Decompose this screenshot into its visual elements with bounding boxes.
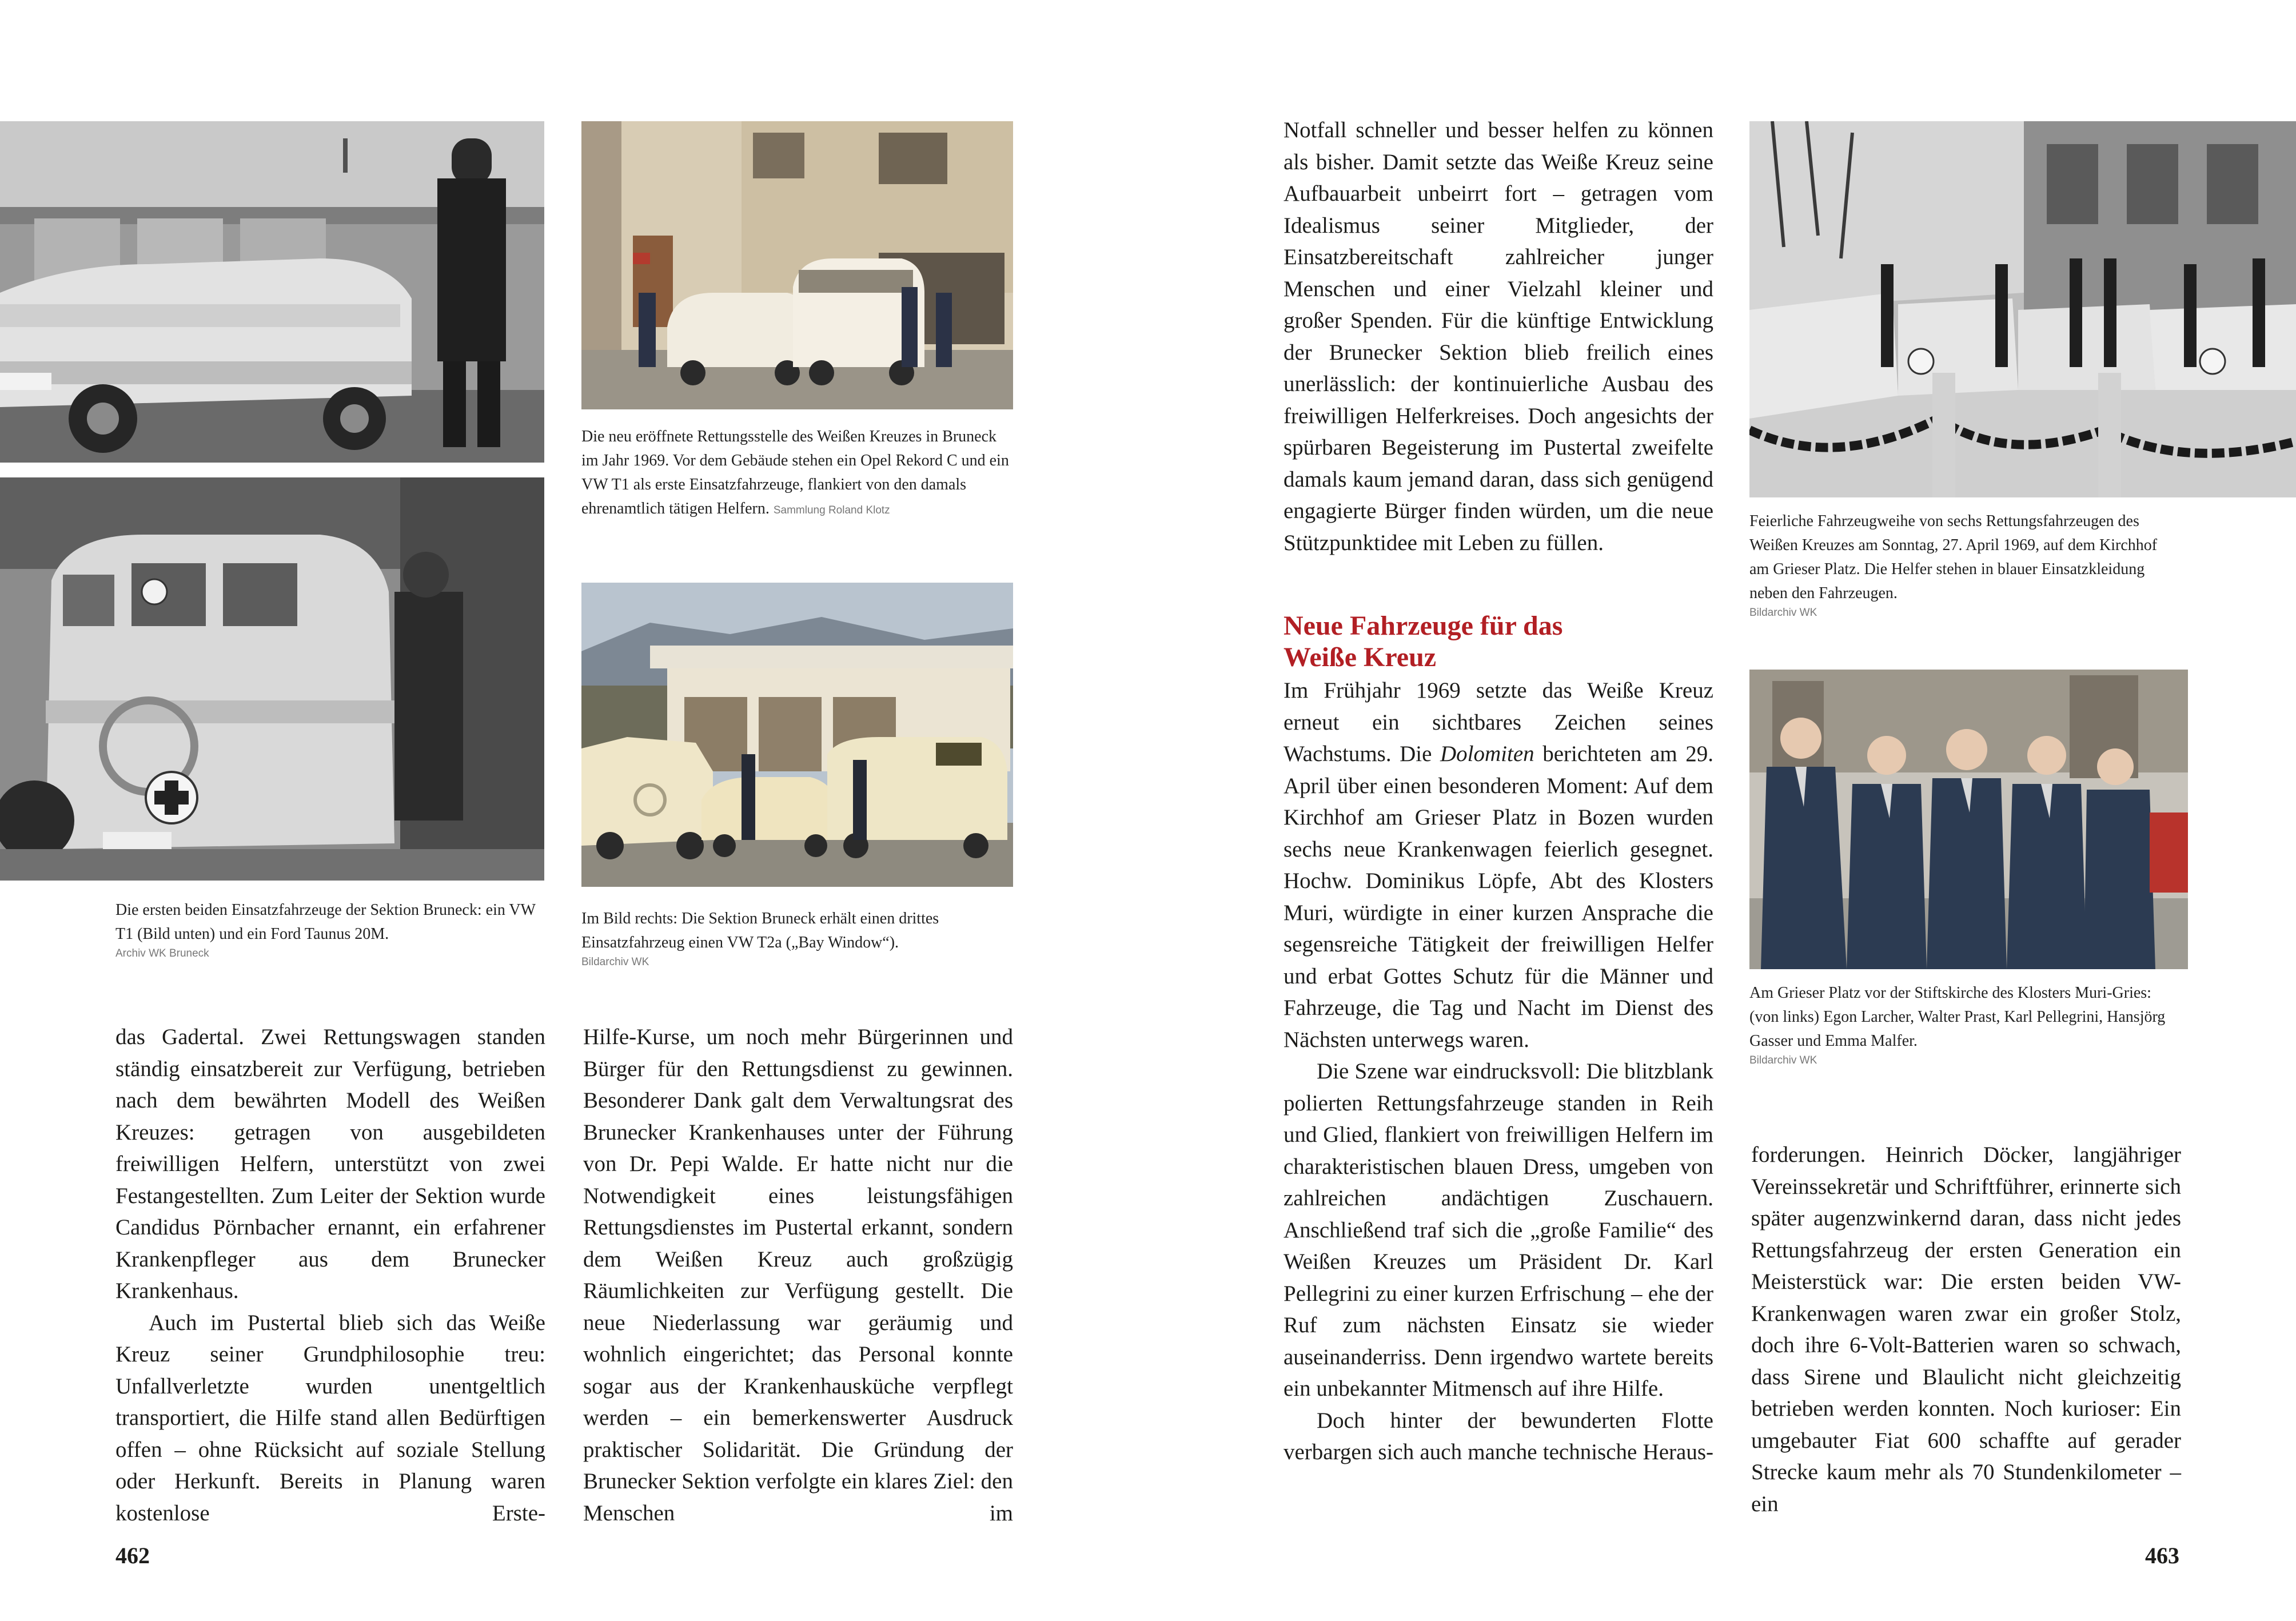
text-column-2 [583,1021,1013,1529]
caption-group-text: Am Grieser Platz vor der Stiftskirche des Klosters Muri-Gries: (von links) Egon Larcher, Walter Prast, Karl Pellegrini, Hansjörg Gasser und Emma Malfer. [1749,984,2166,1050]
caption-station [581,425,1013,521]
text-column-4 [1751,1139,2181,1520]
caption-first-vehicles [115,898,545,961]
page-number-right: 463 [2145,1543,2179,1568]
photo-rettungsstelle-image [581,121,1013,409]
caption-first-vehicles-text: Die ersten beiden Einsatzfahrzeuge der Sektion Bruneck: ein VW T1 (Bild unten) und ein Ford Taunus 20M. [115,901,536,943]
col4-paragraph-1: forderungen. Heinrich Döcker, langjähriger Vereinssekretär und Schriftführer, erinnerte sich später augenzwinkernd daran, dass nicht jedes Rettungsfahrzeug der ersten Generation ein Meisterstück war: Die ersten beiden VW-Krankenwagen waren zwar ein großer Stolz, doch ihre 6-Volt-Batterien waren so schwach, dass Sirene und Blaulicht nicht gleichzeitig betrieben werden konnten. Noch kurioser: Ein umgebauter Fiat 600 schaffte auf gerader Strecke kaum mehr als 70 Stundenkilometer – ein [1751,1142,2181,1516]
photo-rettungsstelle-bruneck [581,121,1013,409]
col3-paragraph-4: Doch hinter der bewunderten Flotte verbargen sich auch manche technische Heraus- [1283,1408,1713,1464]
photo-gruppe-image [1749,670,2188,969]
photo-vw-t1 [0,477,544,881]
caption-station-credit: Sammlung Roland Klotz [773,504,890,516]
photo-sektion-bruneck-t2a [581,583,1013,887]
caption-third-vehicle [581,907,1013,970]
caption-consecration-text: Feierliche Fahrzeugweihe von sechs Rettungsfahrzeugen des Weißen Kreuzes am Sonntag, 27. April 1969, auf dem Kirchhof am Grieser Platz. Die Helfer stehen in blauer Einsatzkleidung neben den Fahrzeugen. [1749,512,2158,602]
caption-consecration-credit: Bildarchiv WK [1749,607,1817,619]
photo-ford-taunus [0,121,544,463]
photo-fahrzeugweihe-image [1749,121,2296,497]
caption-station-text: Die neu eröffnete Rettungsstelle des Weißen Kreuzes in Bruneck im Jahr 1969. Vor dem Gebäude stehen ein Opel Rekord C und ein VW T1 als erste Einsatzfahrzeuge, flankiert von den damals ehrenamtlich tätigen Helfern. [581,428,1009,517]
caption-group [1749,981,2173,1068]
photo-fahrzeugweihe [1749,121,2296,497]
photo-vw-t1-image [0,477,544,881]
text-column-3-continued [1283,675,1713,1468]
text-column-1 [115,1021,545,1529]
photo-gruppe-muri-gries [1749,670,2188,969]
col3-paragraph-2-end: berichteten am 29. April über einen besonderen Moment: Auf dem Kirchhof am Grieser Platz in Bozen wurden sechs neue Krankenwagen feierlich gesegnet. Hochw. Dominikus Löpfe, Abt des Klosters Muri, würdigte in einer kurzen Ansprache die segensreiche Tätigkeit der freiwilligen Helfer und erbat Gottes Schutz für die Männer und Fahrzeuge, die Tag und Nacht im Dienst des Nächsten unterwegs waren. [1283,742,1713,1052]
section-heading-line-1: Neue Fahrzeuge für das [1283,611,1563,641]
text-column-3 [1283,114,1713,559]
caption-first-vehicles-credit: Archiv WK Bruneck [115,947,209,959]
col3-paragraph-2-start: Im Frühjahr 1969 setzte das Weiße Kreuz erneut ein sichtbares Zeichen seines Wachstums. Die [1283,678,1713,766]
photo-ford-taunus-image [0,121,544,463]
col3-paragraph-1: Notfall schneller und besser helfen zu können als bisher. Damit setzte das Weiße Kreuz seine Aufbauarbeit unbeirrt fort – getragen vom Idealismus seiner Mitglieder, der Einsatzbereitschaft zahlreicher junger Menschen und einer Vielzahl kleiner und großer Spenden. Für die künftige Entwicklung der Brunecker Sektion blieb freilich eines unerlässlich: der kontinuierliche Ausbau des freiwilligen Helferkreises. Doch angesichts der spürbaren Begeisterung im Pustertal zweifelte damals kaum jemand daran, dass sich genügend engagierte Bürger finden würden, um die neue Stützpunktidee mit Leben zu füllen. [1283,118,1713,555]
photo-t2a-image [581,583,1013,887]
col2-paragraph-1: Hilfe-Kurse, um noch mehr Bürgerinnen und Bürger für den Rettungsdienst zu gewinnen. Besonderer Dank galt dem Verwaltungsrat des Brunecker Krankenhauses unter der Führung von Dr. Pepi Walde. Er hatte nicht nur die Notwendigkeit eines leistungsfähigen Rettungsdienstes im Pustertal erkannt, sondern dem Weißen Kreuz auch großzügig Räumlichkeiten zur Verfügung gestellt. Die neue Niederlassung war geräumig und wohnlich eingerichtet; das Personal konnte sogar aus der Krankenhausküche verpflegt werden – ein bemerkenswerter Ausdruck praktischer Solidarität. Die Gründung der Brunecker Sektion verfolgte ein klares Ziel: den Menschen im [583,1025,1013,1526]
caption-group-credit: Bildarchiv WK [1749,1054,1817,1066]
col3-paragraph-3: Die Szene war eindrucksvoll: Die blitzblank polierten Rettungsfahrzeuge standen in Reih und Glied, flankiert von freiwilligen Helfern im charakteristischen blauen Dress, umgeben von zahlreichen andächtigen Zuschauern. Anschließend traf sich die „große Familie“ des Weißen Kreuzes um Präsident Dr. Karl Pellegrini zu einer kurzen Erfrischung – ehe der Ruf zum nächsten Einsatz sie wieder auseinanderriss. Denn irgendwo wartete bereits ein unbekannter Mitmensch auf ihre Hilfe. [1283,1059,1713,1401]
newspaper-title: Dolomiten [1440,742,1534,766]
section-heading-line-2: Weiße Kreuz [1283,642,1437,672]
caption-third-vehicle-credit: Bildarchiv WK [581,956,649,968]
page-number-left: 462 [115,1543,150,1568]
col1-paragraph-1: das Gadertal. Zwei Rettungswagen standen ständig einsatzbereit zur Verfügung, betrieben nach dem bewährten Modell des Weißen Kreuzes: getragen von ausgebildeten freiwilligen Helfern, unterstützt von zwei Festangestellten. Zum Leiter der Sektion wurde Candidus Pörnbacher ernannt, ein erfahrener Krankenpfleger aus dem Brunecker Krankenhaus. [115,1025,545,1303]
caption-third-vehicle-text: Im Bild rechts: Die Sektion Bruneck erhält einen drittes Einsatzfahrzeug einen VW T2a („Bay Window“). [581,910,939,951]
col3-paragraph-2 [1283,675,1713,1056]
section-heading [1283,610,1713,673]
col1-paragraph-2: Auch im Pustertal blieb sich das Weiße Kreuz seiner Grundphilosophie treu: Unfallverletzte wurden unentgeltlich transportiert, die Hilfe stand allen Bedürftigen offen – ohne Rücksicht auf soziale Stellung oder Herkunft. Bereits in Planung waren kostenlose Erste- [115,1310,545,1526]
caption-consecration [1749,509,2173,620]
